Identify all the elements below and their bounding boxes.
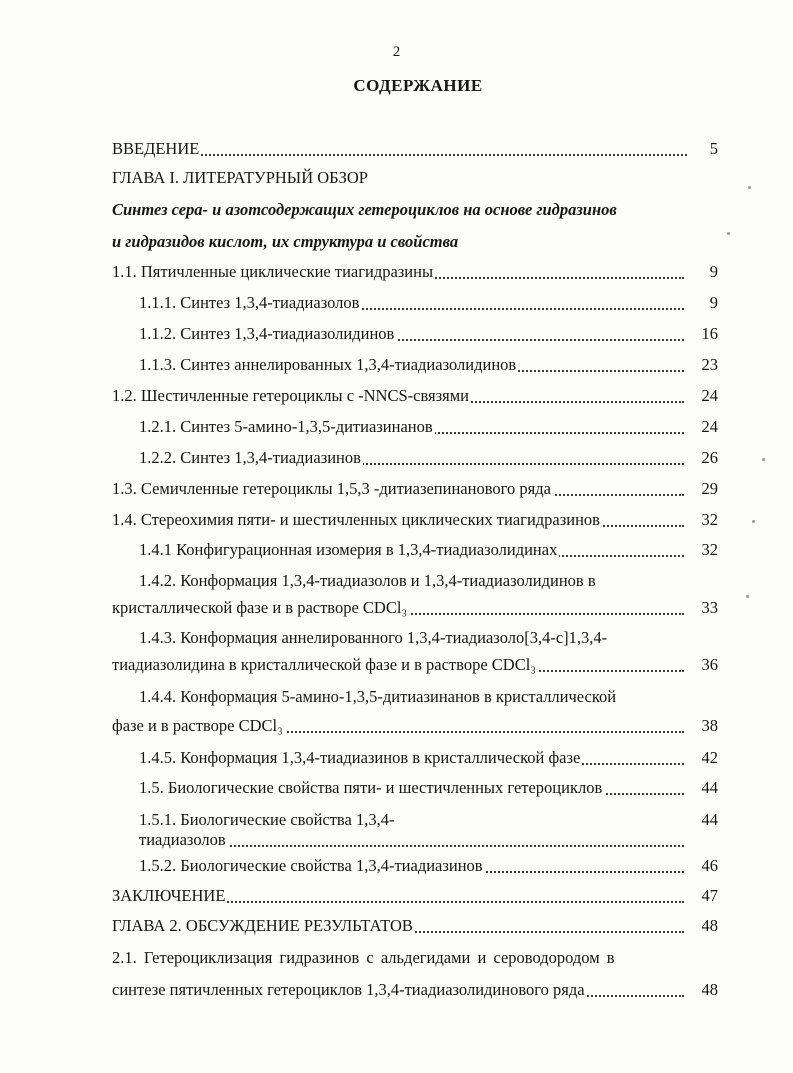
chapter-subtitle: и гидразидов кислот, их структура и свойства: [112, 232, 459, 251]
toc-entry: [112, 598, 684, 620]
toc-page-number: 48: [701, 916, 718, 935]
scan-speck: [748, 186, 751, 189]
toc-page-number: 42: [701, 748, 718, 767]
toc-entry-text: ВВЕДЕНИЕ: [112, 139, 200, 158]
toc-entry-text: 1.1.2. Синтез 1,3,4-тиадиазолидинов: [139, 324, 395, 343]
toc-entry-text: 2.1. Гетероциклизация гидразинов с альдегидами и сероводородом в: [112, 948, 615, 967]
toc-entry-text: ЗАКЛЮЧЕНИЕ: [112, 886, 226, 905]
toc-page-number: 33: [701, 598, 718, 617]
toc-entry-text: 1.5.2. Биологические свойства 1,3,4-тиадиазинов: [139, 856, 483, 875]
toc-entry-text: 1.4.1 Конфигурационная изомерия в 1,3,4-тиадиазолидинах: [139, 540, 558, 559]
toc-entry: [112, 980, 684, 1002]
toc-entry: [112, 262, 684, 284]
toc-page-number: 32: [701, 540, 718, 559]
toc-entry-text: 1.4. Стереохимия пяти- и шестичленных циклических тиагидразинов: [112, 510, 600, 529]
toc-entry: [139, 830, 684, 852]
toc-page-number: 9: [709, 262, 718, 281]
toc-entry-text: 1.4.3. Конформация аннелированного 1,3,4-тиадиазоло[3,4-c]1,3,4-: [139, 628, 608, 647]
scan-speck: [727, 232, 730, 235]
toc-page-number: 23: [701, 355, 718, 374]
toc-entry: [139, 417, 684, 439]
toc-entry: [139, 293, 684, 315]
scan-speck: [752, 520, 755, 523]
toc-entry: [112, 886, 684, 908]
toc-entry-text: 1.5. Биологические свойства пяти- и шестичленных гетероциклов: [139, 778, 603, 797]
toc-entry: [112, 716, 684, 738]
toc-entry: [112, 655, 684, 677]
toc-entry-text: тиадиазолидина в кристаллической фазе и в растворе CDCl₃: [112, 655, 537, 674]
toc-page-number: 5: [709, 139, 718, 158]
toc-entry-text: тиадиазолов: [139, 830, 226, 849]
toc-entry-text: 1.1.1. Синтез 1,3,4-тиадиазолов: [139, 293, 360, 312]
toc-page-number: 32: [701, 510, 718, 529]
toc-entry: [112, 479, 684, 501]
toc-entry: [139, 448, 684, 470]
toc-entry-text: 1.3. Семичленные гетероциклы 1,5,3 -дитиазепинанового ряда: [112, 479, 551, 498]
toc-entry-text: 1.4.2. Конформация 1,3,4-тиадиазолов и 1,3,4-тиадиазолидинов в: [139, 571, 596, 590]
toc-entry: [112, 510, 684, 532]
toc-entry: [139, 324, 684, 346]
toc-entry-text: 1.5.1. Биологические свойства 1,3,4-: [139, 810, 395, 829]
toc-page-number: 47: [701, 886, 718, 905]
toc-entry-text: 1.2.1. Синтез 5-амино-1,3,5-дитиазинанов: [139, 417, 433, 436]
toc-entry-text: фазе и в растворе CDCl₃: [112, 716, 283, 735]
toc-entry: [112, 386, 684, 408]
toc-page-number: 48: [701, 980, 718, 999]
toc-page-number: 44: [701, 778, 718, 797]
toc-entry-text: 1.4.5. Конформация 1,3,4-тиадиазинов в кристаллической фазе: [139, 748, 581, 767]
toc-page-number: 36: [701, 655, 718, 674]
toc-entry-intro: [112, 139, 687, 161]
toc-entry: [139, 748, 684, 770]
toc-page-number: 24: [701, 417, 718, 436]
scan-speck: [762, 458, 765, 461]
toc-entry-text: 1.1. Пятичленные циклические тиагидразины: [112, 262, 434, 281]
toc-entry: [139, 778, 684, 800]
page-title: СОДЕРЖАНИЕ: [353, 76, 483, 95]
toc-entry-text: кристаллической фазе и в растворе CDCl₃: [112, 598, 408, 617]
toc-entry-text: 1.4.4. Конформация 5-амино-1,3,5-дитиазинанов в кристаллической: [139, 687, 617, 706]
toc-page-number: 38: [701, 716, 718, 735]
toc-entry: [139, 856, 684, 878]
toc-entry: [139, 540, 684, 562]
toc-page-number: 29: [701, 479, 718, 498]
toc-page-number: 24: [701, 386, 718, 405]
toc-entry-text: 1.1.3. Синтез аннелированных 1,3,4-тиадиазолидинов: [139, 355, 517, 374]
chapter-heading: ГЛАВА I. ЛИТЕРАТУРНЫЙ ОБЗОР: [112, 168, 368, 187]
toc-entry: [112, 916, 684, 938]
toc-entry-text: синтезе пятичленных гетероциклов 1,3,4-тиадиазолидинового ряда: [112, 980, 585, 999]
toc-entry: [139, 355, 684, 377]
toc-page-number: 9: [709, 293, 718, 312]
toc-page-number: 16: [701, 324, 718, 343]
toc-entry-text: 1.2. Шестичленные гетероциклы с -NNCS-связями: [112, 386, 470, 405]
page-number: 2: [392, 44, 401, 60]
toc-page-number: 26: [701, 448, 718, 467]
scan-speck: [746, 595, 749, 598]
toc-page-number: 46: [701, 856, 718, 875]
chapter-subtitle: Синтез сера- и азотсодержащих гетероциклов на основе гидразинов: [112, 200, 617, 219]
toc-entry-text: 1.2.2. Синтез 1,3,4-тиадиазинов: [139, 448, 361, 467]
toc-entry-text: ГЛАВА 2. ОБСУЖДЕНИЕ РЕЗУЛЬТАТОВ: [112, 916, 413, 935]
toc-page-number: 44: [701, 810, 718, 829]
